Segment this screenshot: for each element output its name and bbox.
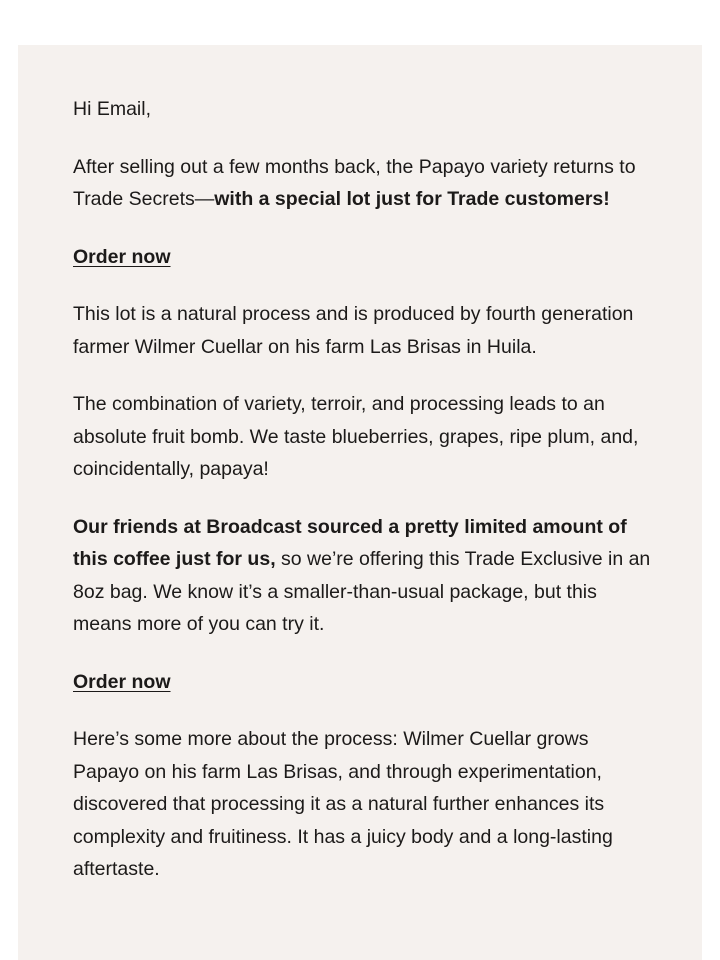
flavor-paragraph: The combination of variety, terroir, and processing leads to an absolute fruit bomb. We taste blueberries, grapes, ripe plum, and, coincidentally, papaya! <box>73 393 639 480</box>
limited-bold-text: Our friends at Broadcast sourced a pretty limited amount of this coffee just for us, <box>73 515 627 570</box>
lot-paragraph: This lot is a natural process and is produced by fourth generation farmer Wilmer Cuellar on his farm Las Brisas in Huila. <box>73 303 634 358</box>
intro-text: After selling out a few months back, the Papayo variety returns to Trade Secrets— <box>73 155 636 210</box>
order-now-link-1[interactable]: Order now <box>73 245 171 268</box>
email-body <box>73 93 653 911</box>
order-now-link-2[interactable]: Order now <box>73 670 171 693</box>
order-now-paragraph-2 <box>73 666 653 699</box>
email-card <box>18 45 702 960</box>
process-paragraph: Here’s some more about the process: Wilmer Cuellar grows Papayo on his farm Las Brisas, and through experimentation, discovered that processing it as a natural further enhances its complexity and fruitiness. It has a juicy body and a long-lasting aftertaste. <box>73 728 613 880</box>
limited-paragraph <box>73 511 653 641</box>
limited-text: so we’re offering this Trade Exclusive in an 8oz bag. We know it’s a smaller-than-usual package, but this means more of you can try it. <box>73 548 651 635</box>
order-now-paragraph-1 <box>73 241 653 274</box>
greeting: Hi Email, <box>73 98 152 120</box>
intro-paragraph <box>73 151 653 216</box>
intro-bold-text: with a special lot just for Trade customers! <box>214 188 610 210</box>
